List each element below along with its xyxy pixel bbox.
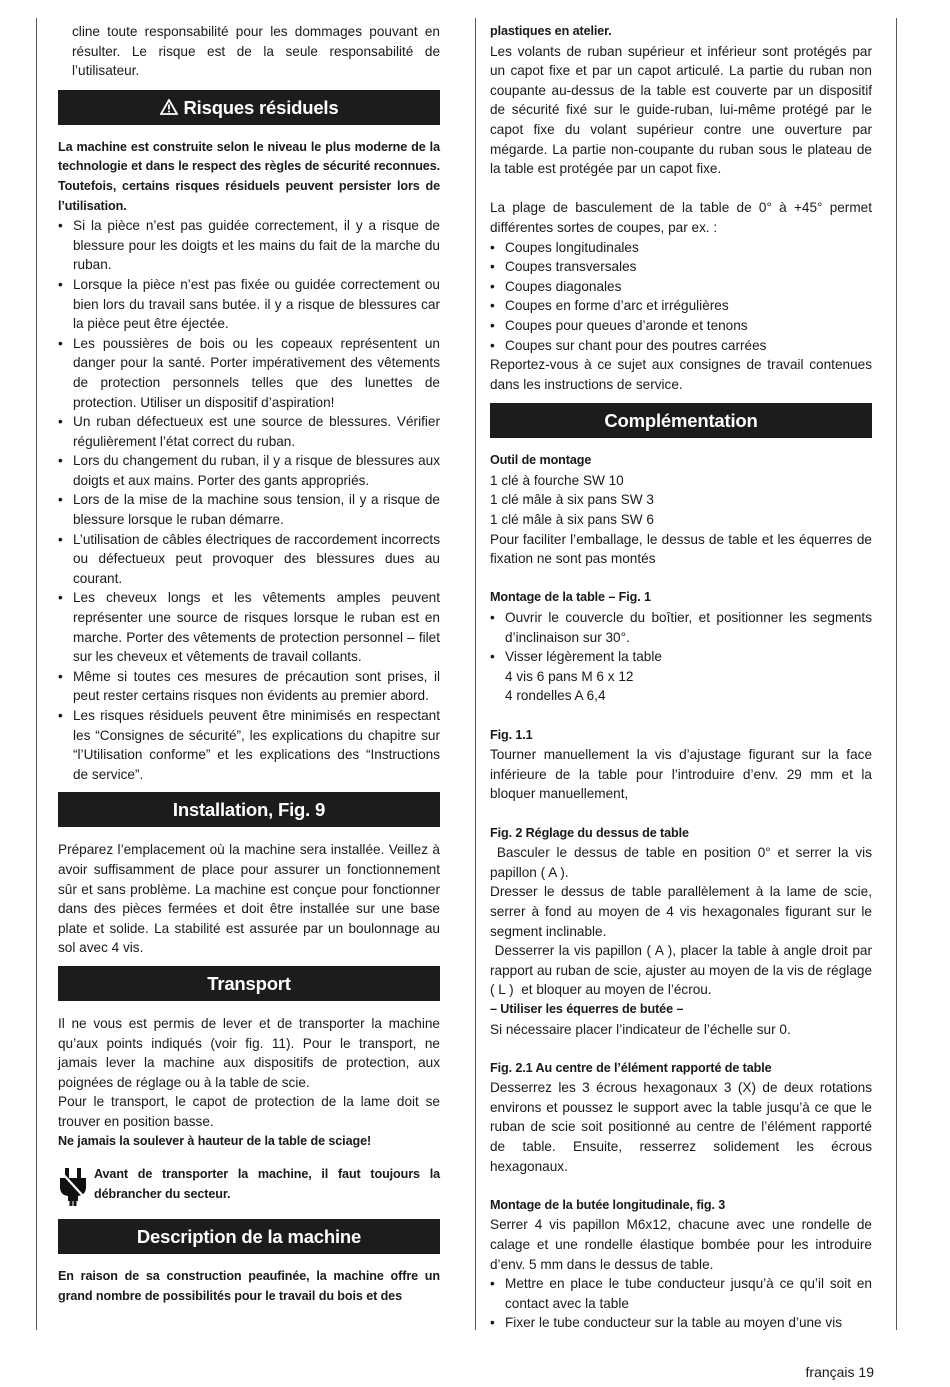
list-item: • Les cheveux longs et les vêtements amples peuvent représenter une source de risques lorsque le ruban est en marche. Porter des vêtements de protection personnel – filet sur les cheveux et vêtements de travail collants. [58, 588, 440, 666]
top-bold: plastiques en atelier. [490, 24, 612, 38]
transport-text-2: Pour le transport, le capot de protection de la lame doit se trouver en position basse. [58, 1094, 440, 1129]
fig2-text-2: Dresser le dessus de table parallèlement à la lame de scie, serrer à fond au moyen de 4 vis hexagonales figurant sur le segment inclinable. [490, 884, 872, 939]
fig2-title: Fig. 2 Réglage du dessus de table [490, 825, 689, 840]
table-mount-list [490, 608, 872, 706]
risks-list [58, 216, 440, 784]
list-item: • Les risques résiduels peuvent être minimisés en respectant les “Consignes de sécurité”, les explications du chapitre sur “l’Utilisation conforme” et les explications des “Instructions de service”. [58, 706, 440, 784]
list-item: • Ouvrir le couvercle du boîtier, et positionner les segments d’inclinaison sur 30°. [490, 608, 872, 647]
warning-triangle-icon [160, 99, 178, 115]
fig11-text: Tourner manuellement la vis d’ajustage figurant sur la face inférieure de la table pour l’introduire d’env. 29 mm et la bloquer manuellement, [490, 747, 872, 802]
fence-text: Serrer 4 vis papillon M6x12, chacune avec une rondelle de calage et une rondelle élastique bombée pour les introduire d’env. 5 mm dans le dessus de table. [490, 1217, 872, 1272]
installation-text: Préparez l’emplacement où la machine sera installée. Veillez à avoir suffisamment de place pour assurer un fonctionnement sûr et sans problème. La machine est conçue pour fonctionner dans des pièces fermées et doit être installée sur une base plate et solide. La stabilité est assurée par un boulonnage au sol avec 4 vis. [58, 842, 440, 956]
list-item: • Même si toutes ces mesures de précaution sont prises, il peut rester certains risques non évidents au premier abord. [58, 667, 440, 706]
list-item: • Coupes diagonales [490, 277, 872, 297]
tool-line: 1 clé à fourche SW 10 [490, 472, 624, 488]
cuts-list [490, 238, 872, 356]
fig11-title: Fig. 1.1 [490, 727, 533, 742]
list-item: • Coupes en forme d’arc et irrégulières [490, 296, 872, 316]
description-lead: En raison de sa construction peaufinée, la machine offre un grand nombre de possibilités pour le travail du bois et des [58, 1269, 440, 1303]
list-item: • Fixer le tube conducteur sur la table au moyen d’une vis [490, 1313, 872, 1333]
complement-heading: Complémentation [490, 403, 872, 438]
left-margin-rule [36, 18, 37, 1330]
risks-heading: Risques résiduels [58, 90, 440, 125]
tool-line: 1 clé mâle à six pans SW 3 [490, 492, 654, 508]
description-heading: Description de la machine [58, 1219, 440, 1254]
list-item: • Lorsque la pièce n’est pas fixée ou guidée correctement ou bien lors du travail sans butée. il y a risque de blessures car la pièce peut être éjectée. [58, 275, 440, 334]
list-item: • Lors de la mise de la machine sous tension, il y a risque de blessure lorsque le ruban démarre. [58, 490, 440, 529]
center-column-rule [475, 18, 476, 1330]
list-item: • Coupes longitudinales [490, 238, 872, 258]
list-item: • Visser légèrement la table 4 vis 6 pans M 6 x 12 4 rondelles A 6,4 [490, 647, 872, 706]
transport-heading: Transport [58, 966, 440, 1001]
unplug-warning-text: Avant de transporter la machine, il faut toujours la débrancher du secteur. [94, 1167, 440, 1201]
right-margin-rule [896, 18, 897, 1330]
intro-text: cline toute responsabilité pour les dommages pouvant en résulter. Le risque est de la seule responsabilité de l’utilisateur. [72, 24, 440, 79]
tools-title: Outil de montage [490, 453, 592, 468]
fence-title: Montage de la butée longitudinale, fig. 3 [490, 1197, 726, 1212]
installation-heading: Installation, Fig. 9 [58, 792, 440, 827]
list-item: • L’utilisation de câbles électriques de raccordement incorrects ou défectueux peut provoquer des blessures dues au courant. [58, 530, 440, 589]
right-column [490, 22, 876, 1333]
list-item: • Si la pièce n’est pas guidée correctement, il y a risque de blessure pour les doigts et les mains du fait de la marche du ruban. [58, 216, 440, 275]
guard-text: Les volants de ruban supérieur et inférieur sont protégés par un capot fixe et par un capot articulé. La partie du ruban non coupante au-dessus de la table est couverte par un dispositif de sécurité fixé sur le guide-ruban, lui-même protégé par le capot fixe du volant supérieur contre une ouverture par mégarde. La partie non-coupante du ruban sous le plateau de la table est protégée par un capot fixe. [490, 43, 872, 177]
list-item: • Coupes transversales [490, 257, 872, 277]
fig21-text: Desserrez les 3 écrous hexagonaux 3 (X) de deux rotations environs et poussez le support avec la table jusqu’à ce que le ruban de scie soit positionné au centre de l’élément rapporté de table. Ensuite, resserrez solidement les écrous hexagonaux. [490, 1080, 872, 1174]
unplug-warning [58, 1165, 440, 1207]
fig21-title: Fig. 2.1 Au centre de l’élément rapporté de table [490, 1060, 772, 1075]
tool-line: 1 clé mâle à six pans SW 6 [490, 512, 654, 528]
list-item: • Coupes pour queues d’aronde et tenons [490, 316, 872, 336]
table-mount-title: Montage de la table – Fig. 1 [490, 590, 651, 605]
fig2-bold: – Utiliser les équerres de butée – [490, 1001, 684, 1016]
power-plug-icon [58, 1167, 88, 1207]
list-item: • Mettre en place le tube conducteur jusqu’à ce qu’il soit en contact avec la table [490, 1274, 872, 1313]
fence-list [490, 1274, 872, 1333]
list-item: • Coupes sur chant pour des poutres carrées [490, 336, 872, 356]
left-column [58, 22, 440, 1306]
list-item: • Un ruban défectueux est une source de blessures. Vérifier régulièrement l’état correct du ruban. [58, 412, 440, 451]
tilt-text: La plage de basculement de la table de 0° à +45° permet différentes sortes de coupes, par ex. : [490, 200, 872, 235]
fig2-text-3: Desserrer la vis papillon ( A ), placer la table à angle droit par rapport au ruban de scie, ajuster au moyen de la vis de réglage ( L ) et bloquer au moyen de l’écrou. [490, 943, 876, 998]
fig2-text-4: Si nécessaire placer l’indicateur de l’échelle sur 0. [490, 1021, 791, 1037]
transport-warning-bold: Ne jamais la soulever à hauteur de la table de sciage! [58, 1133, 372, 1148]
list-item: • Lors du changement du ruban, il y a risque de blessures aux doigts et aux mains. Porter des gants appropriés. [58, 451, 440, 490]
transport-text-1: Il ne vous est permis de lever et de transporter la machine qu’aux points indiqués (voir fig. 11). Pour le transport, ne jamais lever la machine aux dispositifs de protection, aux poignées de réglage ou à la table de scie. [58, 1015, 440, 1090]
list-item: • Les poussières de bois ou les copeaux représentent un danger pour la santé. Porter impérativement des vêtements de protection personnels telles que des lunettes de protection. Utiliser un dispositif d’aspiration! [58, 334, 440, 412]
refer-text: Reportez-vous à ce sujet aux consignes de travail contenues dans les instructions de service. [490, 357, 872, 392]
fig2-text-1: Basculer le dessus de table en position 0° et serrer la vis papillon ( A ). [490, 845, 876, 880]
tools-note: Pour faciliter l’emballage, le dessus de table et les équerres de fixation ne sont pas montés [490, 531, 872, 567]
risks-lead: La machine est construite selon le niveau le plus moderne de la technologie et dans le respect des règles de sécurité reconnues. Toutefois, certains risques résiduels peuvent persister lors de l’utilisation. [58, 139, 440, 213]
page-footer: français 19 [805, 1364, 874, 1380]
